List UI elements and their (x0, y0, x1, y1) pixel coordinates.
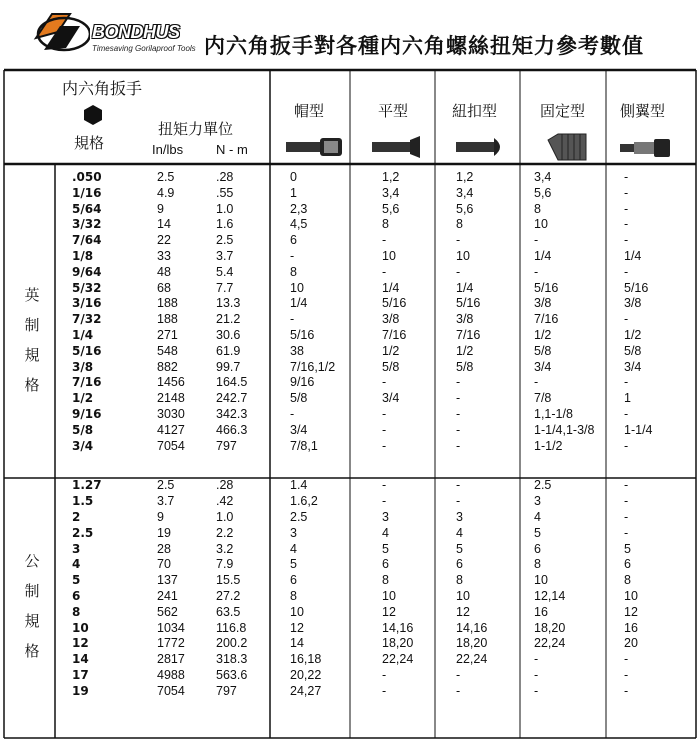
table-cell: 5/8 (534, 343, 552, 358)
table-cell: - (382, 494, 387, 509)
table-cell: 1.6 (216, 217, 234, 232)
col-shoulder (624, 170, 653, 700)
table-cell: 27.2 (216, 588, 241, 603)
table-cell: 61.9 (216, 343, 241, 358)
table-cell: 0 (290, 170, 297, 184)
table-cell: 10 (290, 604, 304, 619)
table-cell: 5/16 (72, 343, 102, 358)
table-cell: 16 (624, 620, 638, 635)
table-cell: 5/8 (72, 422, 94, 437)
table-cell: 14,16 (456, 620, 488, 635)
table-cell: 12 (290, 620, 304, 635)
table-cell: 1,2 (456, 170, 474, 184)
col-button (456, 170, 487, 700)
col-set (534, 170, 594, 700)
table-cell: 8 (534, 201, 541, 216)
table-cell: 242.7 (216, 391, 248, 406)
table-cell: 8 (382, 217, 389, 232)
table-cell: - (382, 438, 387, 453)
table-cell: 6 (456, 557, 463, 572)
table-cell: 3/32 (72, 217, 102, 232)
table-cell: 5 (534, 525, 541, 540)
table-cell: 3/8 (382, 312, 400, 327)
table-cell: - (382, 406, 387, 421)
table-cell: 12 (72, 636, 89, 651)
table-cell: - (624, 478, 629, 493)
table-cell: - (382, 422, 387, 437)
table-cell: 7/8,1 (290, 438, 318, 453)
table-cell: 7/64 (72, 233, 102, 248)
table-cell: 17 (72, 667, 89, 682)
table-cell: 116.8 (216, 620, 247, 635)
table-cell: 548 (157, 343, 178, 358)
table-cell: 6 (534, 541, 541, 556)
table-cell: 1.0 (216, 509, 234, 524)
table-cell: 5,6 (534, 185, 552, 200)
table-cell: 10 (456, 588, 470, 603)
table-cell: 3/16 (72, 296, 102, 311)
table-cell: 4 (290, 541, 297, 556)
table-cell: 10 (72, 620, 89, 635)
table-cell: 9/64 (72, 264, 102, 279)
type-flat: 平型 (378, 102, 409, 120)
table-cell: 318.3 (216, 652, 248, 667)
table-cell: - (624, 375, 629, 390)
table-cell: - (456, 438, 461, 453)
table-cell: 5 (290, 557, 297, 572)
table-cell: - (624, 201, 629, 216)
hex-icon (82, 104, 104, 126)
table-cell: - (290, 406, 295, 421)
table-cell: 1-1/4 (624, 422, 653, 437)
table-cell: - (382, 233, 387, 248)
type-button: 紐扣型 (452, 102, 498, 120)
table-cell: 21.2 (216, 312, 241, 327)
cap-screw-icon (286, 138, 342, 156)
table-cell: 63.5 (216, 604, 241, 619)
table-cell: 30.6 (216, 327, 241, 342)
table-cell: 5/8 (624, 343, 642, 358)
table-cell: 5/8 (456, 359, 474, 374)
table-cell: .050 (72, 170, 102, 184)
type-cap: 帽型 (294, 102, 325, 120)
table-cell: 797 (216, 683, 237, 698)
table-cell: 5 (382, 541, 389, 556)
table-cell: 1.27 (72, 478, 102, 493)
table-cell: 7/32 (72, 312, 102, 327)
table-cell: 3/8 (534, 296, 552, 311)
table-cell: 8 (534, 557, 541, 572)
table-cell: 20 (624, 636, 638, 651)
table-cell: 5/16 (534, 280, 559, 295)
table-cell: - (290, 248, 295, 263)
table-cell: 7/16 (72, 375, 102, 390)
table-cell: - (456, 494, 461, 509)
table-cell: 2.5 (72, 525, 94, 540)
table-cell: 3/4 (382, 391, 400, 406)
table-cell: 3/8 (72, 359, 94, 374)
table-cell: - (456, 375, 461, 390)
table-cell: - (624, 217, 629, 232)
col-cap (290, 170, 335, 700)
table-cell: - (534, 264, 539, 279)
table-cell: 3 (534, 494, 541, 509)
table-cell: 188 (157, 296, 178, 311)
table-cell: 3.7 (157, 494, 175, 509)
table-cell: 882 (157, 359, 178, 374)
table-cell: 1456 (157, 375, 185, 390)
table-cell: 1.4 (290, 478, 308, 493)
wrench-header: 内六角扳手 (62, 81, 143, 98)
table-cell: 3 (456, 509, 463, 524)
table-cell: - (624, 525, 629, 540)
table-cell: 1/2 (72, 391, 94, 406)
table-cell: 10 (382, 248, 396, 263)
table-cell: - (624, 683, 629, 698)
table-cell: 4 (456, 525, 463, 540)
table-cell: 3 (290, 525, 297, 540)
table-cell: 1.6,2 (290, 494, 318, 509)
page-title: 内六角扳手對各種内六角螺絲扭矩力參考數值 (204, 34, 644, 58)
table-cell: 137 (157, 573, 178, 588)
table-cell: 3,4 (534, 170, 552, 184)
table-cell: 22,24 (456, 652, 488, 667)
table-cell: 1,2 (382, 170, 400, 184)
table-cell: 38 (290, 343, 304, 358)
table-cell: 4,5 (290, 217, 308, 232)
table-cell: 9 (157, 201, 164, 216)
table-cell: 20,22 (290, 667, 322, 682)
table-cell: 14 (290, 636, 304, 651)
table-cell: 2.5 (157, 478, 175, 493)
table-cell: 1/16 (72, 185, 102, 200)
table-cell: - (456, 667, 461, 682)
table-cell: 2.5 (534, 478, 552, 493)
table-cell: 19 (72, 683, 89, 698)
table-cell: 5,6 (456, 201, 474, 216)
table-cell: 12,14 (534, 588, 566, 603)
table-cell: 3,4 (456, 185, 474, 200)
table-cell: 28 (157, 541, 171, 556)
col-flat (382, 170, 413, 700)
table-cell: - (534, 652, 539, 667)
table-cell: 7/16,1/2 (290, 359, 336, 374)
table-cell: 6 (72, 588, 81, 603)
type-set: 固定型 (540, 102, 586, 120)
table-cell: 2.5 (216, 233, 234, 248)
table-cell: 7054 (157, 683, 185, 698)
metric-label: 公 制 規 格 (24, 552, 40, 660)
table-cell: 6 (290, 573, 297, 588)
table-cell: 2.2 (216, 525, 234, 540)
table-cell: 5/16 (382, 296, 407, 311)
table-cell: 1/4 (290, 296, 308, 311)
table-cell: 3/8 (456, 312, 474, 327)
table-cell: 6 (290, 233, 297, 248)
col-inlbs (157, 170, 185, 700)
table-cell: 3,4 (382, 185, 400, 200)
table-cell: 8 (382, 573, 389, 588)
table-cell: 19 (157, 525, 171, 540)
table-cell: 16 (534, 604, 548, 619)
table-cell: 8 (624, 573, 631, 588)
table-cell: 10 (290, 280, 304, 295)
table-cell: 5/8 (290, 391, 308, 406)
table-cell: - (534, 683, 539, 698)
table-cell: 5/16 (290, 327, 315, 342)
table-cell: 7.9 (216, 557, 234, 572)
table-cell: 48 (157, 264, 171, 279)
table-cell: 5 (72, 573, 81, 588)
table-cell: 1,1-1/8 (534, 406, 573, 421)
table-cell: 5.4 (216, 264, 234, 279)
set-screw-icon (548, 134, 586, 160)
table-cell: - (456, 478, 461, 493)
table-cell: 14,16 (382, 620, 414, 635)
table-cell: 33 (157, 248, 171, 263)
table-cell: - (624, 233, 629, 248)
imperial-label: 英 制 規 格 (24, 286, 40, 394)
table-cell: - (624, 509, 629, 524)
table-cell: 7054 (157, 438, 185, 453)
table-cell: 1/2 (382, 343, 400, 358)
brand-tagline: Timesaving Gorilaproof Tools (92, 44, 196, 53)
table-cell: - (382, 375, 387, 390)
table-cell: 68 (157, 280, 171, 295)
table-cell: 1 (624, 391, 631, 406)
shoulder-screw-icon (620, 139, 670, 157)
table-cell: .55 (216, 185, 234, 200)
unit-inlbs: In/lbs (152, 142, 184, 157)
table-cell: 2.5 (157, 170, 175, 184)
table-cell: 188 (157, 312, 178, 327)
table-cell: 1/4 (624, 248, 642, 263)
table-cell: - (624, 438, 629, 453)
table-cell: 3.2 (216, 541, 234, 556)
flat-screw-icon (372, 136, 420, 158)
table-cell: 200.2 (216, 636, 248, 651)
table-cell: 5/16 (624, 280, 649, 295)
table-cell: - (382, 667, 387, 682)
table-cell: 5/16 (456, 296, 481, 311)
table-cell: 8 (456, 217, 463, 232)
table-cell: 7/8 (534, 391, 552, 406)
table-cell: 1/2 (534, 327, 552, 342)
table-cell: 4 (72, 557, 81, 572)
table-cell: 1 (290, 185, 297, 200)
table-cell: .28 (216, 170, 234, 184)
table-cell: 9/16 (72, 406, 102, 421)
table-cell: 797 (216, 438, 237, 453)
table-cell: - (624, 170, 629, 184)
table-cell: 3/4 (624, 359, 642, 374)
table-cell: - (624, 494, 629, 509)
table-cell: - (534, 667, 539, 682)
table-cell: - (456, 264, 461, 279)
table-cell: 4.9 (157, 185, 175, 200)
col-nm (216, 170, 247, 700)
table-cell: 18,20 (456, 636, 488, 651)
table-cell: 2148 (157, 391, 185, 406)
table-cell: 10 (534, 573, 548, 588)
unit-nm: N - m (216, 142, 248, 157)
table-cell: 13.3 (216, 296, 241, 311)
table-cell: - (534, 375, 539, 390)
table-cell: 22,24 (382, 652, 414, 667)
table-cell: 12 (382, 604, 396, 619)
table-cell: - (624, 185, 629, 200)
table-cell: 8 (290, 264, 297, 279)
table-cell: - (382, 683, 387, 698)
table-cell: 1034 (157, 620, 185, 635)
table-cell: 563.6 (216, 667, 248, 682)
button-screw-icon (456, 138, 500, 156)
table-cell: 9/16 (290, 375, 315, 390)
table-cell: 18,20 (382, 636, 414, 651)
table-cell: 5/32 (72, 280, 102, 295)
table-cell: 5 (624, 541, 631, 556)
table-cell: 4988 (157, 667, 185, 682)
table-cell: 1772 (157, 636, 185, 651)
table-cell: 8 (72, 604, 81, 619)
table-cell: 1/2 (624, 327, 642, 342)
table-cell: 2,3 (290, 201, 308, 216)
table-cell: - (624, 652, 629, 667)
table-cell: - (456, 422, 461, 437)
table-cell: 2.5 (290, 509, 308, 524)
table-cell: 1/4 (534, 248, 552, 263)
table-cell: 5,6 (382, 201, 400, 216)
table-cell: .28 (216, 478, 234, 493)
table-cell: 1/4 (382, 280, 400, 295)
table-cell: 5/64 (72, 201, 102, 216)
table-cell: 10 (456, 248, 470, 263)
table-cell: 3.7 (216, 248, 234, 263)
col-size (72, 170, 102, 700)
table-cell: 7.7 (216, 280, 234, 295)
table-cell: 6 (382, 557, 389, 572)
table-cell: 9 (157, 509, 164, 524)
table-cell: 466.3 (216, 422, 248, 437)
table-cell: 12 (456, 604, 470, 619)
table-cell: 1/2 (456, 343, 474, 358)
table-cell: 4 (382, 525, 389, 540)
table-cell: 7/16 (382, 327, 407, 342)
table-cell: 1/8 (72, 248, 94, 263)
table-cell: - (624, 312, 629, 327)
table-cell: 1/4 (456, 280, 474, 295)
table-cell: 3 (382, 509, 389, 524)
table-cell: 70 (157, 557, 171, 572)
table-cell: - (456, 406, 461, 421)
table-cell: 4127 (157, 422, 185, 437)
table-cell: 1.0 (216, 201, 234, 216)
table-cell: 1.5 (72, 494, 94, 509)
table-cell: 3 (72, 541, 81, 556)
table-cell: 1-1/2 (534, 438, 563, 453)
type-shoulder: 側翼型 (620, 102, 666, 120)
table-cell: .42 (216, 494, 234, 509)
table-cell: 7/16 (534, 312, 559, 327)
table-cell: 271 (157, 327, 178, 342)
table-cell: 10 (382, 588, 396, 603)
table-cell: 12 (624, 604, 638, 619)
table-cell: 3/8 (624, 296, 642, 311)
brand-name: BONDHUS (92, 22, 180, 42)
table-cell: 24,27 (290, 683, 322, 698)
table-cell: - (382, 264, 387, 279)
table-cell: 7/16 (456, 327, 481, 342)
table-cell: 1-1/4,1-3/8 (534, 422, 595, 437)
table-cell: 1/4 (72, 327, 94, 342)
table-cell: - (624, 406, 629, 421)
table-cell: 562 (157, 604, 178, 619)
table-cell: 5 (456, 541, 463, 556)
table-cell: 4 (534, 509, 541, 524)
table-cell: - (456, 233, 461, 248)
table-cell: - (624, 264, 629, 279)
table-cell: 8 (456, 573, 463, 588)
table-cell: - (456, 391, 461, 406)
table-cell: 3030 (157, 406, 185, 421)
table-cell: 22,24 (534, 636, 566, 651)
table-cell: 6 (624, 557, 631, 572)
table-cell: - (290, 312, 295, 327)
table-cell: 3/4 (72, 438, 94, 453)
table-cell: 342.3 (216, 406, 248, 421)
spec-header: 規格 (74, 135, 105, 152)
table-cell: - (534, 233, 539, 248)
table-cell: - (456, 683, 461, 698)
table-cell: 8 (290, 588, 297, 603)
table-cell: - (382, 478, 387, 493)
table-cell: 3/4 (290, 422, 308, 437)
table-cell: 99.7 (216, 359, 241, 374)
table-cell: 22 (157, 233, 171, 248)
table-cell: - (624, 667, 629, 682)
torque-unit-header: 扭矩力單位 (158, 120, 234, 138)
table-cell: 10 (534, 217, 548, 232)
table-cell: 3/4 (534, 359, 552, 374)
table-cell: 164.5 (216, 375, 248, 390)
table-cell: 241 (157, 588, 178, 603)
table-cell: 5/8 (382, 359, 400, 374)
table-cell: 14 (157, 217, 171, 232)
table-cell: 16,18 (290, 652, 322, 667)
table-cell: 2 (72, 509, 81, 524)
table-cell: 15.5 (216, 573, 241, 588)
table-cell: 10 (624, 588, 638, 603)
table-cell: 18,20 (534, 620, 566, 635)
table-cell: 2817 (157, 652, 185, 667)
table-cell: 14 (72, 652, 89, 667)
